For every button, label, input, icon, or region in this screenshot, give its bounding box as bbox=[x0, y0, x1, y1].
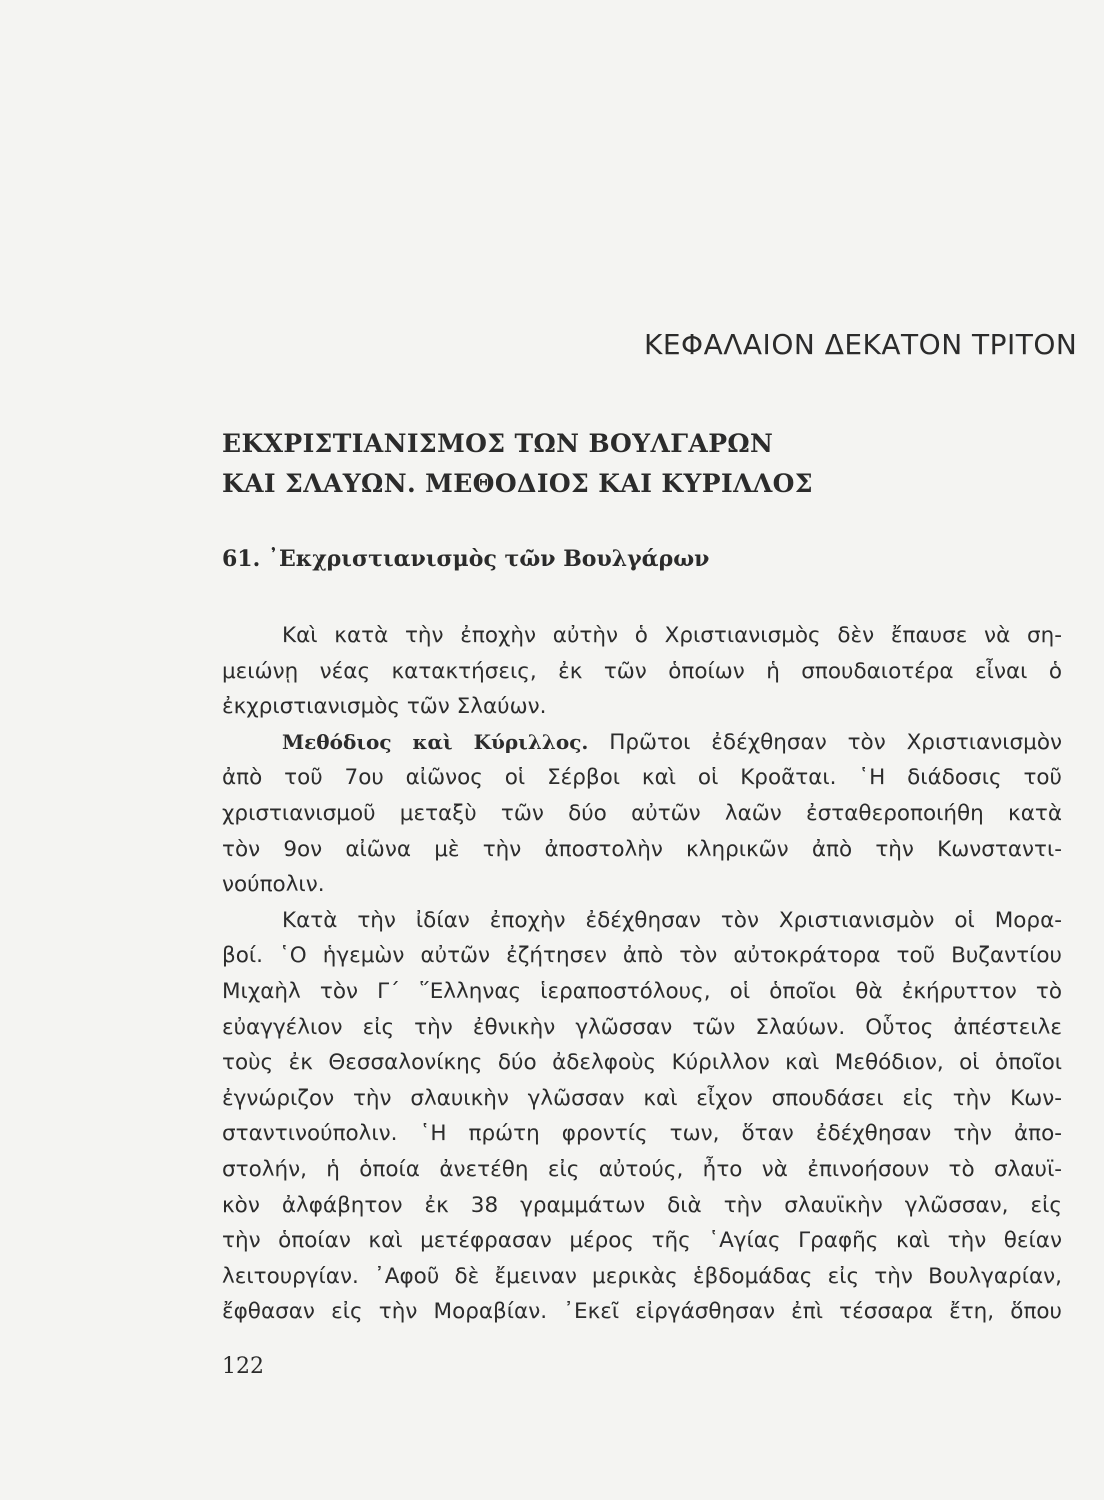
text-line: στολήν, ἡ ὁποία ἀνετέθη εἰς αὐτούς, ἦτο νὰ ἐπινοήσουν τὸ σλαυϊ- bbox=[222, 1156, 1062, 1182]
text-line: ἀπὸ τοῦ 7ου αἰῶνος οἱ Σέρβοι καὶ οἱ Κροᾶται. ῾Η διάδοσις τοῦ bbox=[222, 765, 1062, 791]
page-number: 122 bbox=[222, 1354, 264, 1379]
text-line: τὴν ὁποίαν καὶ μετέφρασαν μέρος τῆς ῾Αγίας Γραφῆς καὶ τὴν θείαν bbox=[222, 1228, 1062, 1254]
section-number: 61. bbox=[222, 546, 261, 572]
paragraph-lead-rest: Πρῶτοι ἐδέχθησαν τὸν Χριστιανισμὸν bbox=[588, 729, 1063, 755]
text-line: τοὺς ἐκ Θεσσαλονίκης δύο ἀδελφοὺς Κύριλλον καὶ Μεθόδιον, οἱ ὁποῖοι bbox=[222, 1050, 1062, 1076]
body-text bbox=[222, 618, 1062, 1330]
chapter-title bbox=[222, 424, 922, 504]
text-line: Καὶ κατὰ τὴν ἐποχὴν αὐτὴν ὁ Χριστιανισμὸς δὲν ἔπαυσε νὰ ση- bbox=[282, 623, 1062, 648]
text-line: Κατὰ τὴν ἰδίαν ἐποχὴν ἐδέχθησαν τὸν Χριστιανισμὸν οἱ Μορα- bbox=[282, 907, 1062, 933]
text-line: τὸν 9ον αἰῶνα μὲ τὴν ἀποστολὴν κληρικῶν ἀπὸ τὴν Κωνσταντι- bbox=[222, 836, 1062, 862]
text-line: σταντινούπολιν. ῾Η πρώτη φροντίς των, ὅταν ἐδέχθησαν τὴν ἀπο- bbox=[222, 1121, 1062, 1147]
text-line: εὐαγγέλιον εἰς τὴν ἐθνικὴν γλῶσσαν τῶν Σλαύων. Οὗτος ἀπέστειλε bbox=[222, 1014, 1062, 1040]
text-line bbox=[222, 725, 1062, 761]
chapter-title-line-2: ΚΑΙ ΣΛΑΥΩΝ. ΜΕΘΟΔΙΟΣ ΚΑΙ ΚΥΡΙΛΛΟΣ bbox=[222, 469, 813, 498]
chapter-label: ΚΕΦΑΛΑΙΟΝ ΔΕΚΑΤΟΝ ΤΡΙΤΟΝ bbox=[644, 328, 1078, 361]
text-line: χριστιανισμοῦ μεταξὺ τῶν δύο αὐτῶν λαῶν ἐσταθεροποιήθη κατὰ bbox=[222, 800, 1062, 826]
text-line: ἔφθασαν εἰς τὴν Μοραβίαν. ᾿Εκεῖ εἰργάσθησαν ἐπὶ τέσσαρα ἔτη, ὅπου bbox=[222, 1299, 1062, 1325]
section-heading bbox=[222, 546, 709, 572]
text-line: λειτουργίαν. ᾿Αφοῦ δὲ ἔμειναν μερικὰς ἑβδομάδας εἰς τὴν Βουλγαρίαν, bbox=[222, 1263, 1062, 1289]
text-line: ἐγνώριζον τὴν σλαυικὴν γλῶσσαν καὶ εἶχον σπουδάσει εἰς τὴν Κων- bbox=[222, 1085, 1062, 1111]
text-line: μειώνῃ νέας κατακτήσεις, ἐκ τῶν ὁποίων ἡ σπουδαιοτέρα εἶναι ὁ bbox=[222, 658, 1062, 684]
text-line: κὸν ἀλφάβητον ἐκ 38 γραμμάτων διὰ τὴν σλαυϊκὴν γλῶσσαν, εἰς bbox=[222, 1192, 1062, 1218]
text-line: νούπολιν. bbox=[222, 872, 325, 898]
chapter-title-line-1: ΕΚΧΡΙΣΤΙΑΝΙΣΜΟΣ ΤΩΝ ΒΟΥΛΓΑΡΩΝ bbox=[222, 429, 774, 458]
text-line: βοί. ῾Ο ἡγεμὼν αὐτῶν ἐζήτησεν ἀπὸ τὸν αὐτοκράτορα τοῦ Βυζαντίου bbox=[222, 943, 1062, 969]
text-line: ἐκχριστιανισμὸς τῶν Σλαύων. bbox=[222, 694, 547, 720]
paragraph-lead-heading: Μεθόδιος καὶ Κύριλλος. bbox=[282, 729, 589, 754]
section-title: ᾿Εκχριστιανισμὸς τῶν Βουλγάρων bbox=[267, 546, 710, 572]
text-line: Μιχαὴλ τὸν Γ΄ ῞Ελληνας ἱεραποστόλους, οἱ ὁποῖοι θὰ ἐκήρυττον τὸ bbox=[222, 978, 1062, 1004]
